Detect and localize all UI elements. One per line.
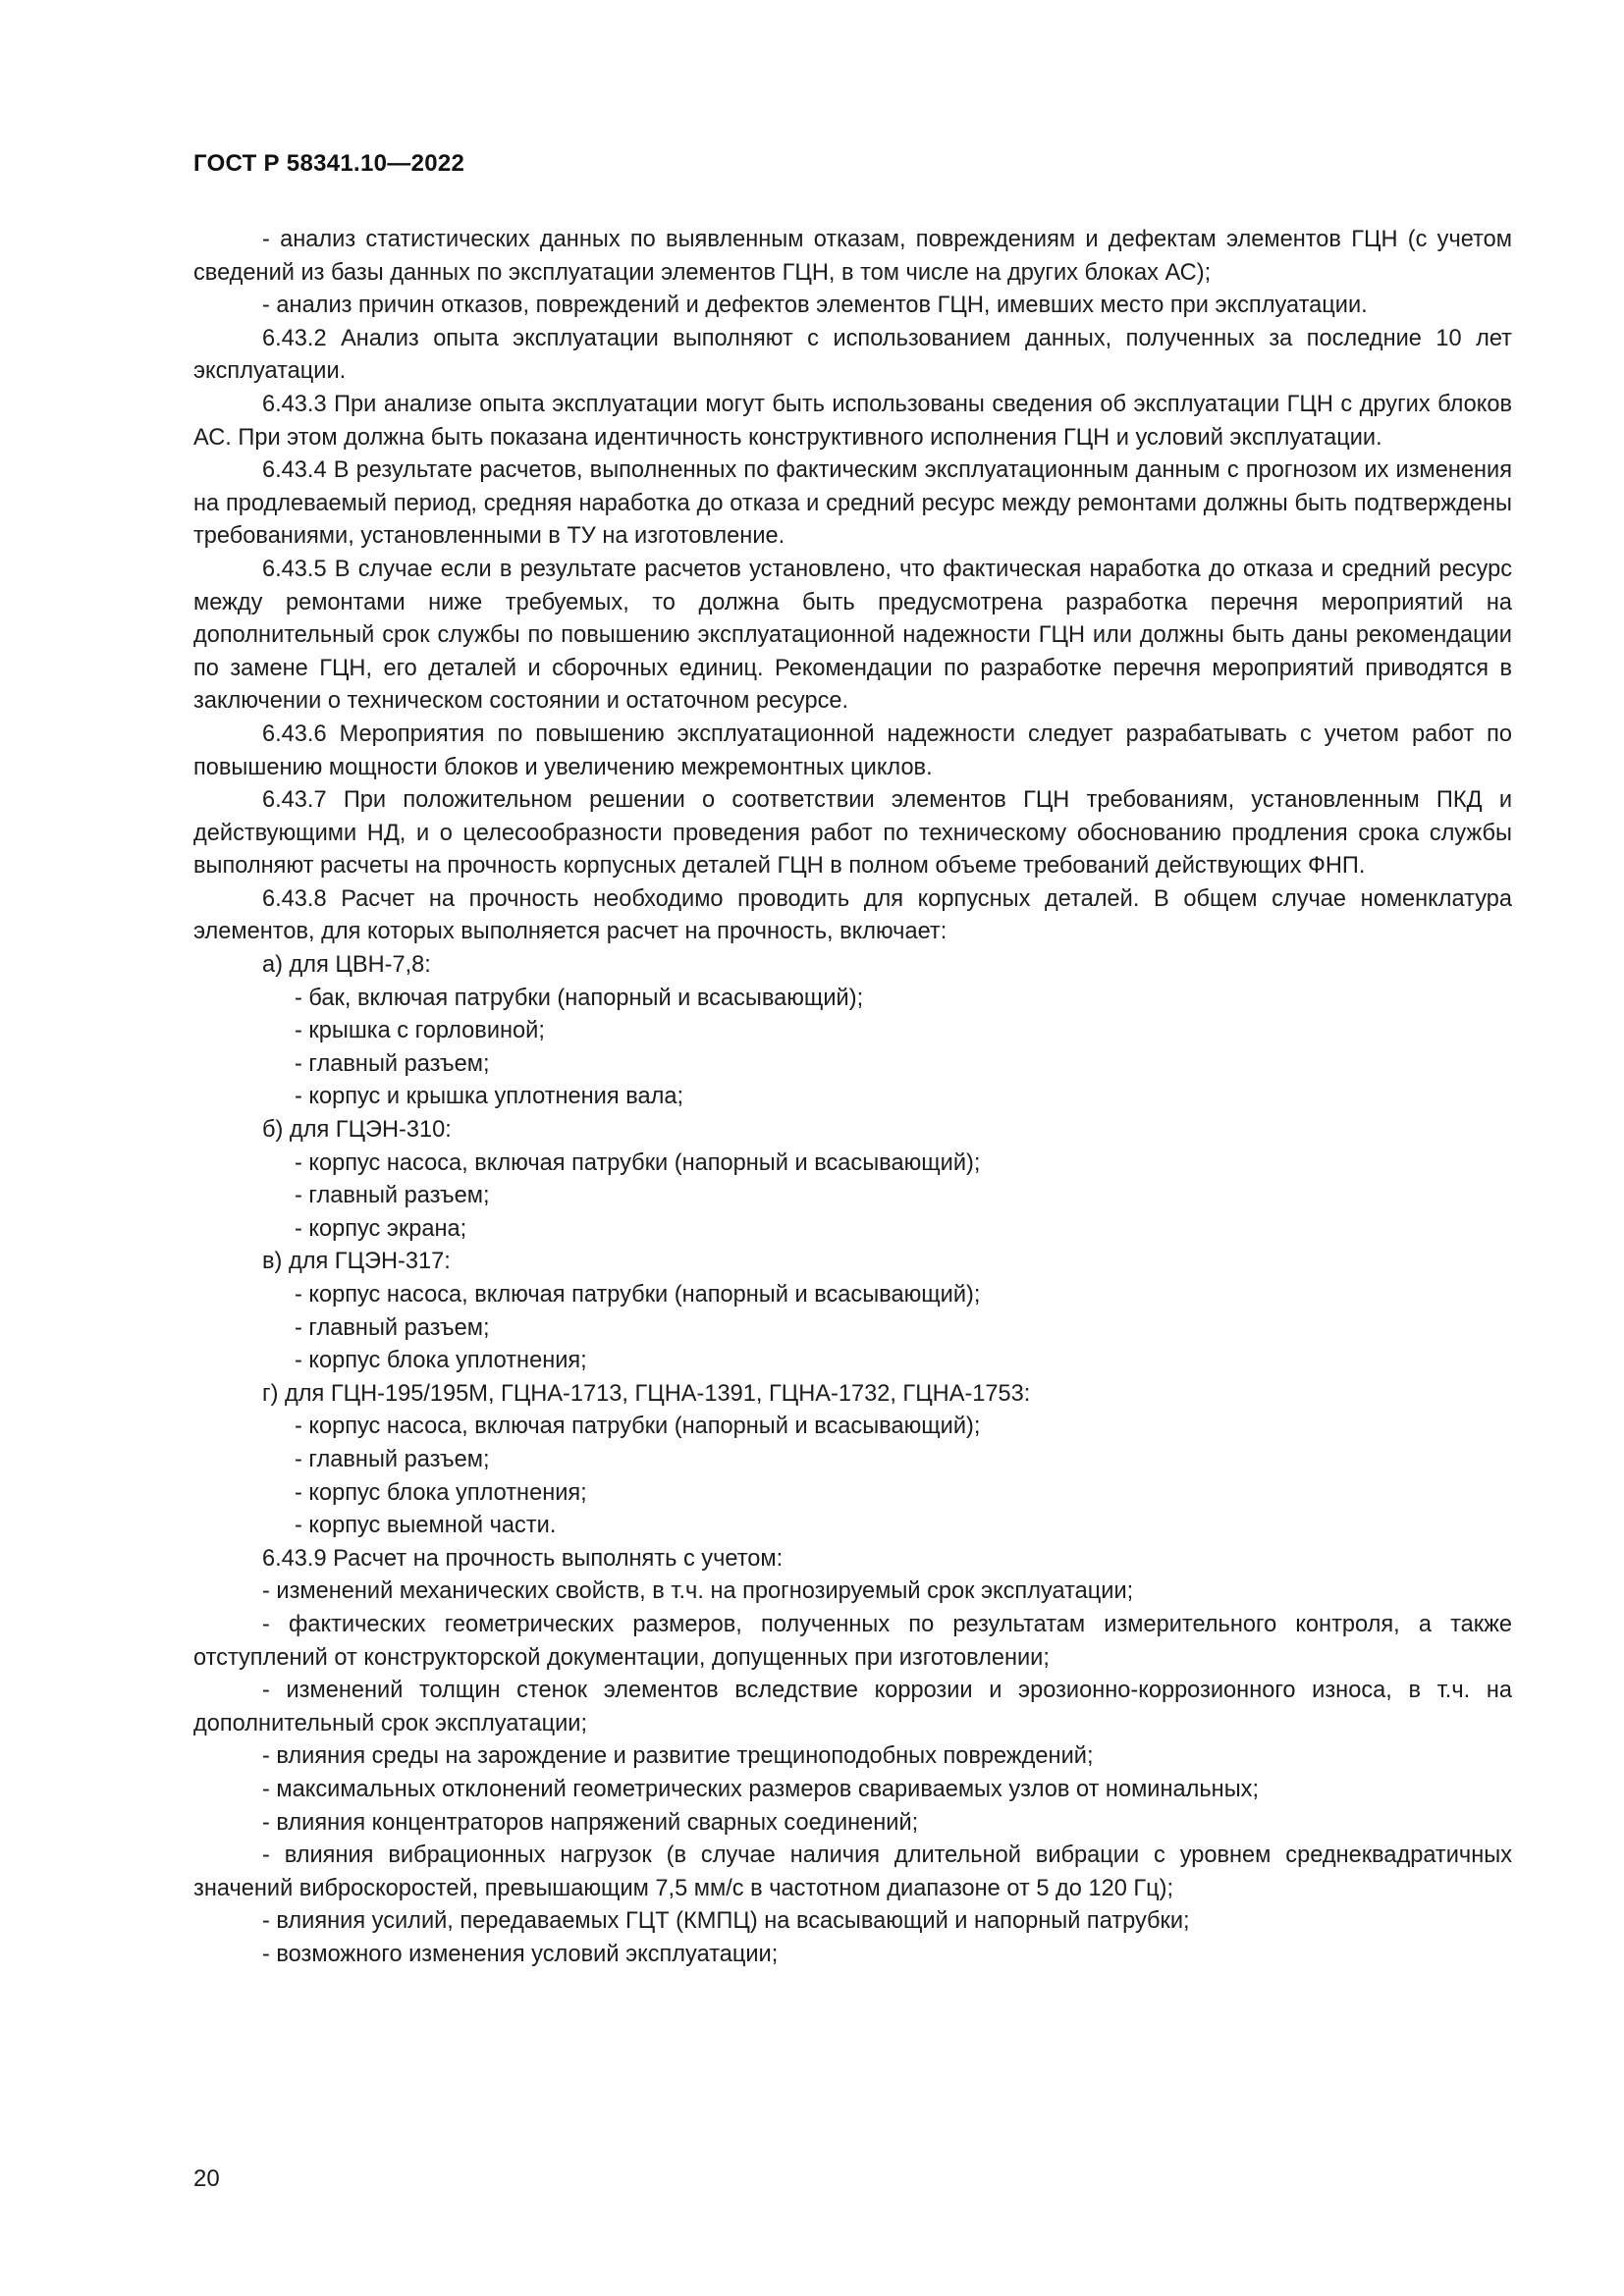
- list-item: - главный разъем;: [295, 1183, 490, 1209]
- paragraph: - изменений механических свойств, в т.ч. на прогнозируемый срок эксплуатации;: [262, 1578, 1134, 1605]
- paragraph: 6.43.7 При положительном решении о соответствии элементов ГЦН требованиям, установленным ПКД и действующими НД, и о целесообразности проведения работ по техническому обоснованию продления срока службы выполняют расчеты на прочность корпусных деталей ГЦН в полном объеме требований действующих ФНП.: [193, 787, 1512, 880]
- paragraph: 6.43.6 Мероприятия по повышению эксплуатационной надежности следует разрабатывать с учетом работ по повышению мощности блоков и увеличению межремонтных циклов.: [193, 721, 1512, 780]
- list-heading: б) для ГЦЭН-310:: [262, 1117, 452, 1144]
- list-item: - главный разъем;: [295, 1446, 490, 1472]
- document-code-header: ГОСТ Р 58341.10—2022: [193, 150, 465, 177]
- paragraph: 6.43.8 Расчет на прочность необходимо проводить для корпусных деталей. В общем случае номенклатура элементов, для которых выполняется расчет на прочность, включает:: [193, 885, 1512, 945]
- list-heading: г) для ГЦН-195/195М, ГЦНА-1713, ГЦНА-1391, ГЦНА-1732, ГЦНА-1753:: [262, 1380, 1031, 1407]
- paragraph: - возможного изменения условий эксплуатации;: [262, 1941, 779, 1967]
- body-text: [193, 224, 1512, 1971]
- list-item: - корпус выемной части.: [295, 1513, 557, 1539]
- list-item: - корпус насоса, включая патрубки (напорный и всасывающий);: [295, 1149, 981, 1176]
- list-item: - корпус блока уплотнения;: [295, 1479, 587, 1506]
- list-item: - главный разъем;: [295, 1314, 490, 1341]
- paragraph: 6.43.9 Расчет на прочность выполнять с учетом:: [262, 1545, 784, 1572]
- list-item: - бак, включая патрубки (напорный и всасывающий);: [295, 985, 864, 1011]
- list-item: - главный разъем;: [295, 1050, 490, 1077]
- paragraph: - влияния усилий, передаваемых ГЦТ (КМПЦ) на всасывающий и напорный патрубки;: [262, 1908, 1190, 1935]
- list-heading: а) для ЦВН-7,8:: [262, 952, 431, 979]
- paragraph: 6.43.5 В случае если в результате расчетов установлено, что фактическая наработка до отказа и средний ресурс между ремонтами ниже требуемых, то должна быть предусмотрена разработка перечня мероприятий на дополнительный срок службы по повышению эксплуатационной надежности ГЦН или должны быть даны рекомендации по замене ГЦН, его деталей и сборочных единиц. Рекомендации по разработке перечня мероприятий приводятся в заключении о техническом состоянии и остаточном ресурсе.: [193, 556, 1512, 715]
- list-item: - корпус насоса, включая патрубки (напорный и всасывающий);: [295, 1414, 981, 1440]
- paragraph: - влияния вибрационных нагрузок (в случае наличия длительной вибрации с уровнем среднеквадратичных значений виброскоростей, превышающим 7,5 мм/с в частотном диапазоне от 5 до 120 Гц);: [193, 1842, 1512, 1901]
- paragraph: - анализ причин отказов, повреждений и дефектов элементов ГЦН, имевших место при эксплуатации.: [262, 293, 1368, 319]
- list-item: - корпус насоса, включая патрубки (напорный и всасывающий);: [295, 1282, 981, 1308]
- paragraph: - анализ статистических данных по выявленным отказам, повреждениям и дефектам элементов ГЦН (с учетом сведений из базы данных по эксплуатации элементов ГЦН, в том числе на других блоках АС);: [193, 227, 1512, 286]
- paragraph: - влияния среды на зарождение и развитие трещиноподобных повреждений;: [262, 1743, 1094, 1770]
- paragraph: - фактических геометрических размеров, полученных по результатам измерительного контроля, а также отступлений от конструкторской документации, допущенных при изготовлении;: [193, 1611, 1512, 1671]
- paragraph: - изменений толщин стенок элементов вследствие коррозии и эрозионно-коррозионного износа, в т.ч. на дополнительный срок эксплуатации;: [193, 1678, 1512, 1736]
- list-item: - корпус экрана;: [295, 1215, 467, 1242]
- paragraph: 6.43.4 В результате расчетов, выполненных по фактическим эксплуатационным данным с прогнозом их изменения на продлеваемый период, средняя наработка до отказа и средний ресурс между ремонтами должны быть подтверждены требованиями, установленными в ТУ на изготовление.: [193, 457, 1512, 550]
- list-item: - корпус блока уплотнения;: [295, 1348, 587, 1374]
- list-heading: в) для ГЦЭН-317:: [262, 1249, 451, 1275]
- list-item: - крышка с горловиной;: [295, 1018, 545, 1044]
- list-item: - корпус и крышка уплотнения вала;: [295, 1084, 684, 1110]
- paragraph: 6.43.2 Анализ опыта эксплуатации выполняют с использованием данных, полученных за последние 10 лет эксплуатации.: [193, 325, 1512, 385]
- paragraph: - влияния концентраторов напряжений сварных соединений;: [262, 1809, 919, 1836]
- page-number: 20: [193, 2165, 220, 2192]
- paragraph: 6.43.3 При анализе опыта эксплуатации могут быть использованы сведения об эксплуатации ГЦН с других блоков АС. При этом должна быть показана идентичность конструктивного исполнения ГЦН и условий эксплуатации.: [193, 391, 1512, 451]
- paragraph: - максимальных отклонений геометрических размеров свариваемых узлов от номинальных;: [262, 1776, 1260, 1802]
